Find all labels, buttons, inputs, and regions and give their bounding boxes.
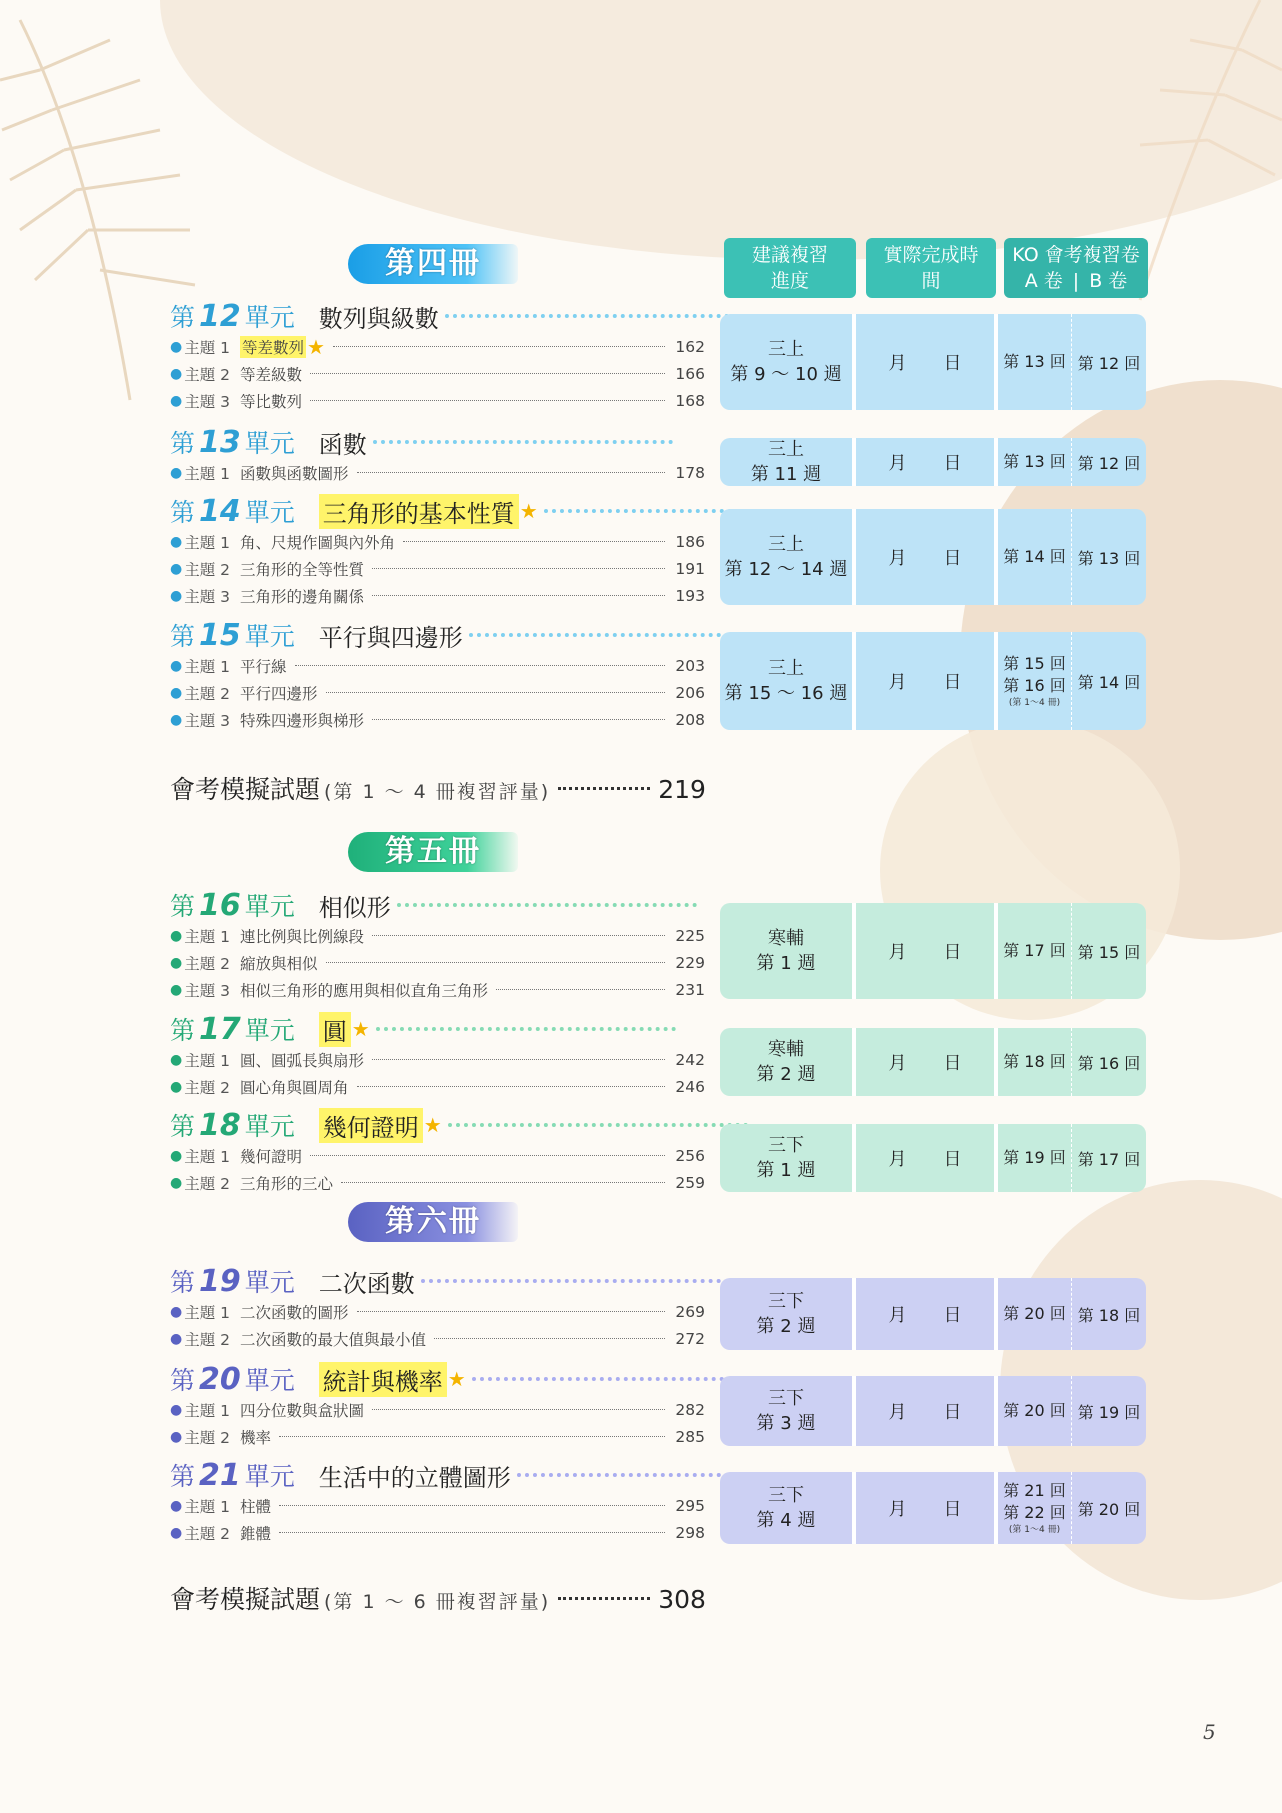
star-icon: ★ — [307, 334, 325, 359]
mock-exam-1[interactable]: 會考模擬試題 (第 1 ～ 4 冊複習評量) 219 — [170, 775, 706, 804]
schedule-row-15: 三上 第 15 ～ 16 週 月 日 第 15 回 第 16 回 (第 1～4 冊) 第 14 回 — [720, 632, 1146, 730]
topic-item[interactable]: ● 主題 2 平行四邊形 206 — [170, 683, 705, 703]
schedule-row-18: 三下 第 1 週 月 日 第 19 回 第 17 回 — [720, 1124, 1146, 1192]
unit-19: 第 19 單元 二次函數 ● 主題 1 二次函數的圖形 269 ● 主題 2 二次函數的最大值與最小值 272 — [170, 1264, 1170, 1352]
unit-16: 第 16 單元 相似形 ● 主題 1 連比例與比例線段 225 ● 主題 2 縮放與相似 229 ● 主題 3 相似三角形的應用與相似直角三角形 231 — [170, 888, 1170, 1003]
schedule-row-12: 三上 第 9 ～ 10 週 月 日 第 13 回 第 12 回 — [720, 314, 1146, 410]
star-icon: ★ — [351, 1017, 370, 1041]
topic-item[interactable]: ● 主題 2 機率 285 — [170, 1427, 705, 1447]
unit-14: 第 14 單元 三角形的基本性質 ★ ● 主題 1 角、尺規作圖與內外角 186 ● 主題 2 三角形的全等性質 191 ● 主題 3 三角形的邊角關係 193 — [170, 494, 1170, 609]
schedule-row-17: 寒輔 第 2 週 月 日 第 18 回 第 16 回 — [720, 1028, 1146, 1096]
ko-b-label: B 卷 — [1089, 270, 1128, 292]
topic-item[interactable]: ● 主題 2 錐體 298 — [170, 1523, 705, 1543]
book-title-5: 第五冊 — [348, 832, 518, 872]
unit-title: 數列與級數 — [318, 304, 439, 333]
schedule-row-16: 寒輔 第 1 週 月 日 第 17 回 第 15 回 — [720, 903, 1146, 999]
topic-item[interactable]: ● 主題 1 幾何證明 256 — [170, 1146, 705, 1166]
unit-15: 第 15 單元 平行與四邊形 ● 主題 1 平行線 203 ● 主題 2 平行四邊形 206 ● 主題 3 特殊四邊形與梯形 208 — [170, 618, 1170, 733]
ko-a-label: A 卷 — [1024, 270, 1063, 292]
topic-item[interactable]: ● 主題 3 等比數列 168 — [170, 391, 705, 411]
topic-item[interactable]: ● 主題 1 連比例與比例線段 225 — [170, 926, 705, 946]
mock-exam-2[interactable]: 會考模擬試題 (第 1 ～ 6 冊複習評量) 308 — [170, 1585, 706, 1614]
topic-item[interactable]: ● 主題 1 圓、圓弧長與扇形 242 — [170, 1050, 705, 1070]
star-icon: ★ — [423, 1113, 442, 1137]
schedule-row-14: 三上 第 12 ～ 14 週 月 日 第 14 回 第 13 回 — [720, 509, 1146, 605]
star-icon: ★ — [447, 1367, 466, 1391]
page-number: 5 — [1203, 1720, 1216, 1744]
topic-item[interactable]: ● 主題 3 特殊四邊形與梯形 208 — [170, 710, 705, 730]
unit-20: 第 20 單元 統計與機率 ★ ● 主題 1 四分位數與盒狀圖 282 ● 主題 2 機率 285 — [170, 1362, 1170, 1450]
header-ko-review: KO 會考複習卷 A 卷 | B 卷 — [1004, 238, 1148, 298]
header-actual-time: 實際完成時間 — [866, 238, 996, 298]
topic-item[interactable]: ● 主題 2 圓心角與圓周角 246 — [170, 1077, 705, 1097]
schedule-row-13: 三上 第 11 週 月 日 第 13 回 第 12 回 — [720, 438, 1146, 486]
header-schedule: 建議複習進度 — [724, 238, 856, 298]
topic-item[interactable]: ● 主題 1 柱體 295 — [170, 1496, 705, 1516]
ko-title: KO 會考複習卷 — [1012, 244, 1140, 266]
book-title-6: 第六冊 — [348, 1202, 518, 1242]
topic-item[interactable]: ● 主題 1 四分位數與盒狀圖 282 — [170, 1400, 705, 1420]
topic-item[interactable]: ● 主題 2 等差級數 166 — [170, 364, 705, 384]
unit-18: 第 18 單元 幾何證明 ★ ● 主題 1 幾何證明 256 ● 主題 2 三角形的三心 259 — [170, 1108, 1170, 1196]
unit-number: 第 12 單元 — [170, 299, 295, 334]
unit-17: 第 17 單元 圓 ★ ● 主題 1 圓、圓弧長與扇形 242 ● 主題 2 圓心角與圓周角 246 — [170, 1012, 1170, 1100]
topic-item[interactable]: ● 主題 1 平行線 203 — [170, 656, 705, 676]
unit-13: 第 13 單元 函數 ● 主題 1 函數與函數圖形 178 — [170, 425, 1170, 486]
topic-item[interactable]: ● 主題 1 等差數列 ★ 162 — [170, 334, 705, 359]
dotted-leader — [445, 314, 745, 318]
topic-item[interactable]: ● 主題 3 三角形的邊角關係 193 — [170, 586, 705, 606]
schedule-row-21: 三下 第 4 週 月 日 第 21 回 第 22 回 (第 1～4 冊) 第 20 回 — [720, 1472, 1146, 1544]
topic-item[interactable]: ● 主題 1 角、尺規作圖與內外角 186 — [170, 532, 705, 552]
topic-item[interactable]: ● 主題 1 二次函數的圖形 269 — [170, 1302, 705, 1322]
book-title-4: 第四冊 — [348, 244, 518, 284]
topic-item[interactable]: ● 主題 2 縮放與相似 229 — [170, 953, 705, 973]
schedule-row-19: 三下 第 2 週 月 日 第 20 回 第 18 回 — [720, 1278, 1146, 1350]
schedule-row-20: 三下 第 3 週 月 日 第 20 回 第 19 回 — [720, 1376, 1146, 1446]
topic-item[interactable]: ● 主題 3 相似三角形的應用與相似直角三角形 231 — [170, 980, 705, 1000]
topic-item[interactable]: ● 主題 2 三角形的三心 259 — [170, 1173, 705, 1193]
topic-item[interactable]: ● 主題 2 三角形的全等性質 191 — [170, 559, 705, 579]
topic-item[interactable]: ● 主題 1 函數與函數圖形 178 — [170, 463, 705, 483]
topic-item[interactable]: ● 主題 2 二次函數的最大值與最小值 272 — [170, 1329, 705, 1349]
unit-21: 第 21 單元 生活中的立體圖形 ● 主題 1 柱體 295 ● 主題 2 錐體 298 — [170, 1458, 1170, 1546]
star-icon: ★ — [519, 499, 538, 523]
